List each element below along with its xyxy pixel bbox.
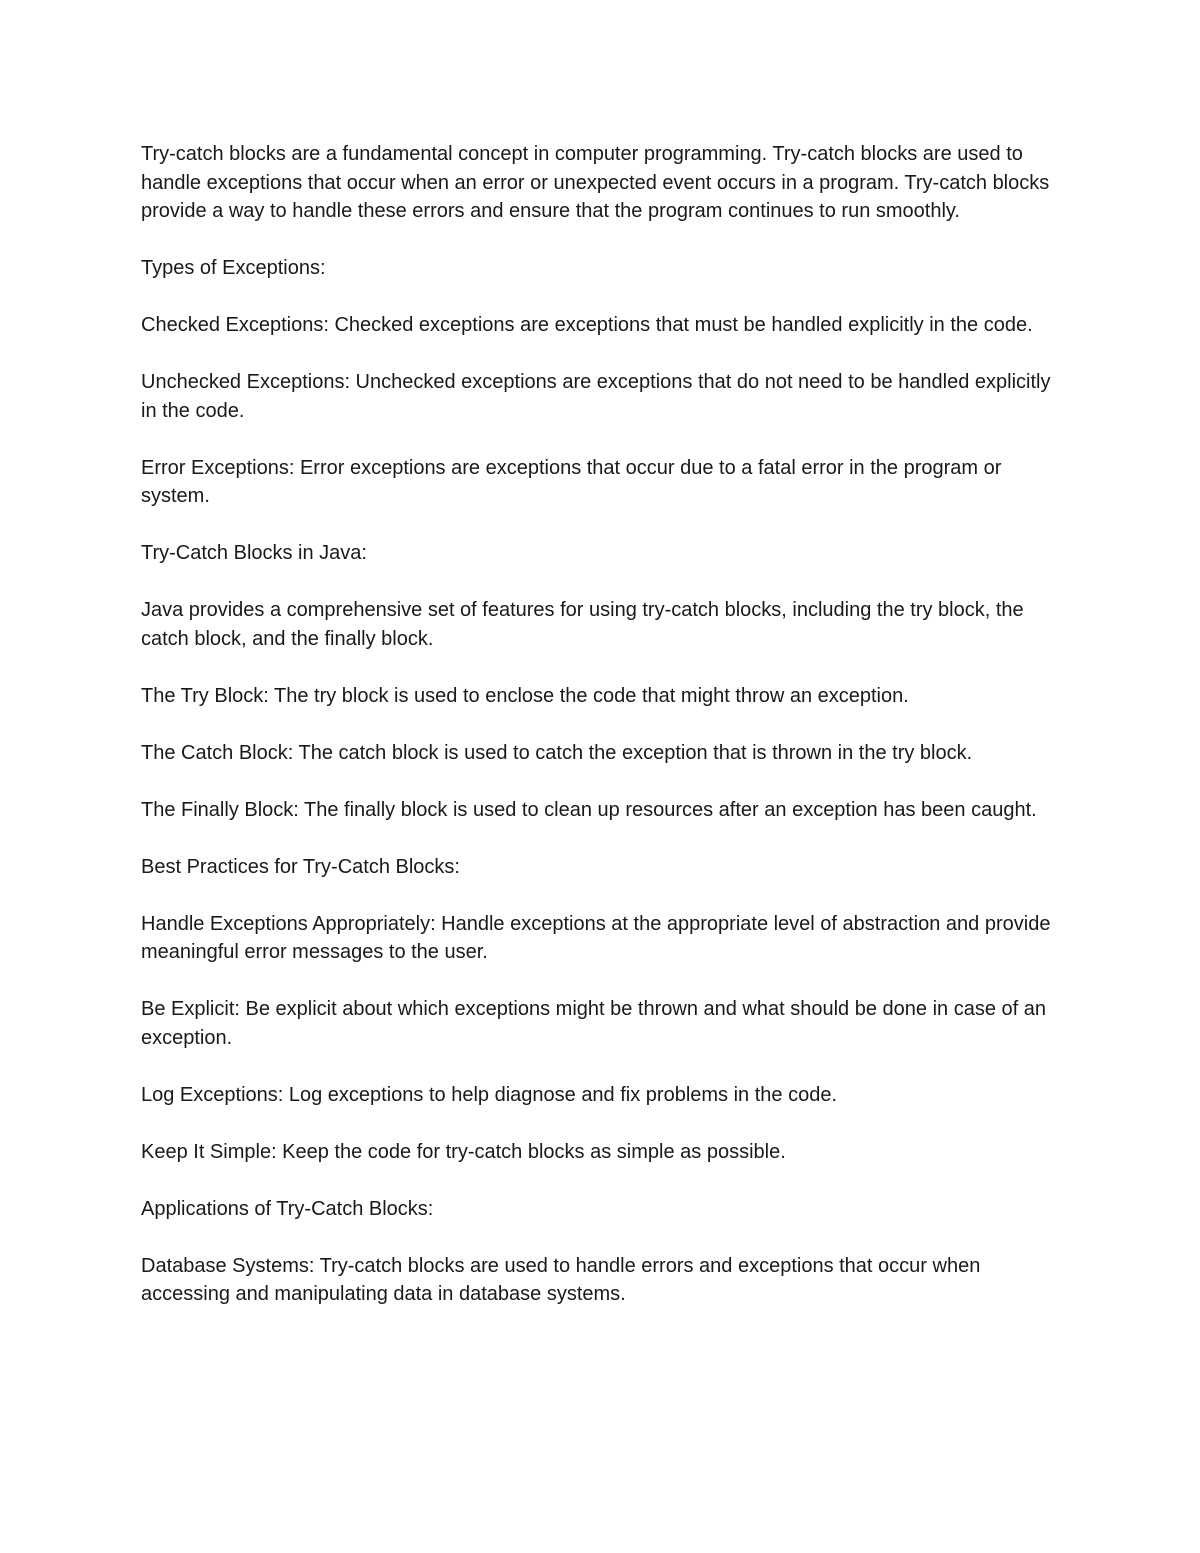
paragraph-finally-block: The Finally Block: The finally block is used to clean up resources after an exception has been caught. xyxy=(141,798,1037,821)
intro-paragraph: Try-catch blocks are a fundamental concept in computer programming. Try-catch blocks are used to handle exceptions that occur when an error or unexpected event occurs in a program. Try-catch blocks provide a way to handle these errors and ensure that the program continues to run smoothly. xyxy=(141,143,1050,222)
paragraph-keep-it-simple: Keep It Simple: Keep the code for try-catch blocks as simple as possible. xyxy=(141,1140,786,1163)
paragraph-try-block: The Try Block: The try block is used to enclose the code that might throw an exception. xyxy=(141,684,909,707)
paragraph-be-explicit: Be Explicit: Be explicit about which exceptions might be thrown and what should be done in case of an exception. xyxy=(141,998,1046,1049)
document-page xyxy=(141,140,1066,1337)
paragraph-unchecked-exceptions: Unchecked Exceptions: Unchecked exceptions are exceptions that do not need to be handled explicitly in the code. xyxy=(141,371,1051,422)
paragraph-java-features: Java provides a comprehensive set of features for using try-catch blocks, including the try block, the catch block, and the finally block. xyxy=(141,599,1024,650)
section-heading-try-catch-in-java: Try-Catch Blocks in Java: xyxy=(141,542,367,564)
section-heading-types-of-exceptions: Types of Exceptions: xyxy=(141,257,326,279)
paragraph-checked-exceptions: Checked Exceptions: Checked exceptions are exceptions that must be handled explicitly in the code. xyxy=(141,314,1033,336)
section-heading-applications: Applications of Try-Catch Blocks: xyxy=(141,1197,434,1220)
paragraph-catch-block: The Catch Block: The catch block is used to catch the exception that is thrown in the try block. xyxy=(141,741,973,764)
section-heading-best-practices: Best Practices for Try-Catch Blocks: xyxy=(141,855,460,878)
paragraph-handle-exceptions: Handle Exceptions Appropriately: Handle exceptions at the appropriate level of abstraction and provide meaningful error messages to the user. xyxy=(141,912,1051,963)
paragraph-log-exceptions: Log Exceptions: Log exceptions to help diagnose and fix problems in the code. xyxy=(141,1083,838,1106)
paragraph-database-systems: Database Systems: Try-catch blocks are used to handle errors and exceptions that occur when accessing and manipulating data in database systems. xyxy=(141,1254,981,1305)
paragraph-error-exceptions: Error Exceptions: Error exceptions are exceptions that occur due to a fatal error in the program or system. xyxy=(141,456,1002,507)
